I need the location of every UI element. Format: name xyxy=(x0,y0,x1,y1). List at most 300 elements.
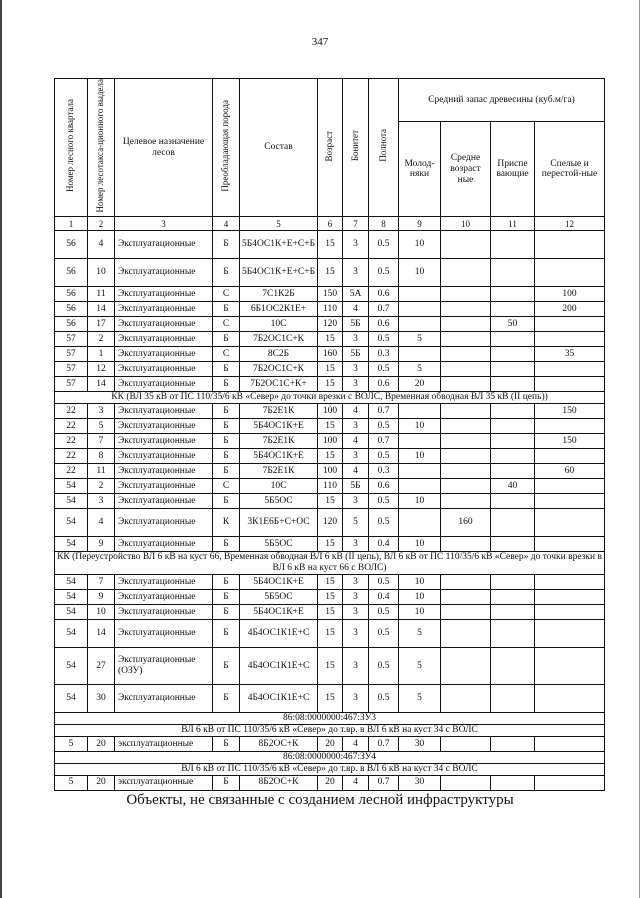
cell-allotment: 10 xyxy=(88,605,115,620)
cell-allotment: 20 xyxy=(88,737,115,752)
cell-young xyxy=(399,479,441,494)
cell-composition: 7Б2ОС1С+К xyxy=(240,332,318,347)
cell-quarter: 54 xyxy=(55,479,88,494)
cell-purpose: Эксплуатационные xyxy=(115,302,213,317)
cell-species: Б xyxy=(213,434,240,449)
cell-allotment: 5 xyxy=(88,419,115,434)
scan-edge-left xyxy=(0,0,2,898)
cell-species: Б xyxy=(213,464,240,479)
cell-purpose: Эксплуатационные xyxy=(115,575,213,590)
cell-maturing xyxy=(491,377,535,392)
cell-composition: 10С xyxy=(240,479,318,494)
cell-young: 10 xyxy=(399,259,441,287)
cell-middle xyxy=(441,259,491,287)
cell-allotment: 8 xyxy=(88,449,115,464)
cell-age: 120 xyxy=(318,317,343,332)
cell-young: 5 xyxy=(399,685,441,713)
cell-composition: 7Б2ОС1С+К+ xyxy=(240,377,318,392)
cell-composition: 5Б4ОС1К+Е+С+Б xyxy=(240,259,318,287)
cell-bonitet: 4 xyxy=(343,434,369,449)
cell-species: Б xyxy=(213,404,240,419)
cell-mature xyxy=(535,648,605,685)
cell-composition: 5Б5ОС xyxy=(240,494,318,509)
cell-age: 15 xyxy=(318,332,343,347)
header-density: Полнота xyxy=(369,79,399,217)
header-quarter-no: Номер лесного квартала xyxy=(55,79,88,217)
cell-density: 0.4 xyxy=(369,590,399,605)
cell-density: 0.5 xyxy=(369,259,399,287)
cell-quarter: 56 xyxy=(55,231,88,259)
cell-mature xyxy=(535,620,605,648)
section-title: Объекты, не связанные с созданием лесной инфраструктуры xyxy=(126,792,514,808)
cell-maturing xyxy=(491,347,535,362)
cell-composition: 7Б2Е1К xyxy=(240,434,318,449)
cell-middle xyxy=(441,434,491,449)
cell-middle xyxy=(441,231,491,259)
cell-species: С xyxy=(213,479,240,494)
cell-allotment: 11 xyxy=(88,464,115,479)
cell-mature xyxy=(535,575,605,590)
cell-purpose: Эксплуатационные xyxy=(115,620,213,648)
cell-purpose: Эксплуатационные xyxy=(115,404,213,419)
cell-quarter: 5 xyxy=(55,775,88,790)
cell-middle xyxy=(441,479,491,494)
cell-mature xyxy=(535,685,605,713)
cell-composition: 4Б4ОС1К1Е+С xyxy=(240,685,318,713)
cell-density: 0.5 xyxy=(369,685,399,713)
parcel-line-text: ВЛ 6 кВ от ПС 110/35/6 кВ «Север» до т.вр. в ВЛ 6 кВ на куст 34 с ВОЛС xyxy=(55,763,605,775)
cell-quarter: 56 xyxy=(55,302,88,317)
cell-age: 110 xyxy=(318,302,343,317)
cell-quarter: 56 xyxy=(55,287,88,302)
cell-quarter: 57 xyxy=(55,347,88,362)
cell-composition: 8Б2ОС+К xyxy=(240,775,318,790)
parcel-line-text: ВЛ 6 кВ от ПС 110/35/6 кВ «Север» до т.вр. в ВЛ 6 кВ на куст 34 с ВОЛС xyxy=(55,725,605,737)
cell-species: Б xyxy=(213,449,240,464)
table-row xyxy=(55,377,605,392)
cell-quarter: 54 xyxy=(55,575,88,590)
cell-density: 0.3 xyxy=(369,347,399,362)
cell-species: 4 xyxy=(213,217,240,231)
cell-purpose: Эксплуатационные xyxy=(115,434,213,449)
cell-species: Б xyxy=(213,648,240,685)
cell-density: 0.5 xyxy=(369,648,399,685)
column-number-row xyxy=(55,217,605,231)
cell-species: Б xyxy=(213,302,240,317)
cell-middle xyxy=(441,575,491,590)
cell-composition: 5Б4ОС1К+Е xyxy=(240,605,318,620)
cell-young xyxy=(399,434,441,449)
cell-age: 15 xyxy=(318,648,343,685)
cell-young: 10 xyxy=(399,537,441,552)
cell-species: Б xyxy=(213,377,240,392)
cell-maturing xyxy=(491,404,535,419)
cell-bonitet: 5 xyxy=(343,509,369,537)
table-row xyxy=(55,737,605,752)
cell-density: 0.7 xyxy=(369,737,399,752)
cell-maturing xyxy=(491,419,535,434)
cell-maturing xyxy=(491,362,535,377)
cell-maturing xyxy=(491,685,535,713)
parcel-id xyxy=(55,713,605,725)
cell-young: 10 xyxy=(399,449,441,464)
cell-age: 15 xyxy=(318,362,343,377)
cell-quarter: 54 xyxy=(55,537,88,552)
cell-allotment: 14 xyxy=(88,377,115,392)
cell-density: 0.3 xyxy=(369,464,399,479)
cell-quarter: 22 xyxy=(55,404,88,419)
cell-purpose: Эксплуатационные xyxy=(115,377,213,392)
cell-allotment: 14 xyxy=(88,302,115,317)
cell-composition: 8С2Б xyxy=(240,347,318,362)
cell-species: Б xyxy=(213,494,240,509)
cell-bonitet: 4 xyxy=(343,775,369,790)
cell-young: 30 xyxy=(399,775,441,790)
cell-mature xyxy=(535,605,605,620)
cell-young: 30 xyxy=(399,737,441,752)
cell-middle xyxy=(441,362,491,377)
cell-age: 15 xyxy=(318,419,343,434)
cell-middle xyxy=(441,685,491,713)
cell-age: 6 xyxy=(318,217,343,231)
cell-allotment: 10 xyxy=(88,259,115,287)
cell-composition: 3К1Е6Б+С+ОС xyxy=(240,509,318,537)
cell-quarter: 54 xyxy=(55,590,88,605)
cell-quarter: 54 xyxy=(55,620,88,648)
cell-allotment: 3 xyxy=(88,404,115,419)
cell-density: 0.7 xyxy=(369,302,399,317)
cell-young: 5 xyxy=(399,620,441,648)
cell-composition: 5 xyxy=(240,217,318,231)
cell-purpose: эксплуатационные xyxy=(115,775,213,790)
cell-quarter: 1 xyxy=(55,217,88,231)
table-row xyxy=(55,347,605,362)
cell-composition: 6Б1ОС2К1Е+ xyxy=(240,302,318,317)
forest-inventory-table xyxy=(54,78,605,791)
cell-maturing xyxy=(491,537,535,552)
cell-middle xyxy=(441,449,491,464)
cell-purpose: Эксплуатационные xyxy=(115,509,213,537)
cell-purpose: Эксплуатационные xyxy=(115,362,213,377)
parcel-id xyxy=(55,752,605,764)
cell-density: 0.5 xyxy=(369,605,399,620)
cell-bonitet: 3 xyxy=(343,449,369,464)
cell-middle: 10 xyxy=(441,217,491,231)
cell-composition: 5Б4ОС1К+Е+С+Б xyxy=(240,231,318,259)
parcel-line xyxy=(55,725,605,737)
cell-maturing: 40 xyxy=(491,479,535,494)
cell-quarter: 5 xyxy=(55,737,88,752)
cell-purpose: Эксплуатационные xyxy=(115,590,213,605)
cell-mature xyxy=(535,231,605,259)
table-row xyxy=(55,775,605,790)
cell-bonitet: 4 xyxy=(343,302,369,317)
table-row xyxy=(55,404,605,419)
cell-quarter: 22 xyxy=(55,434,88,449)
cell-middle xyxy=(441,737,491,752)
cell-allotment: 7 xyxy=(88,575,115,590)
cell-bonitet: 7 xyxy=(343,217,369,231)
cell-purpose: Эксплуатационные (ОЗУ) xyxy=(115,648,213,685)
cell-young: 9 xyxy=(399,217,441,231)
cell-density: 0.5 xyxy=(369,231,399,259)
cell-density: 0.6 xyxy=(369,317,399,332)
table-row xyxy=(55,362,605,377)
cell-species: С xyxy=(213,287,240,302)
cell-allotment: 4 xyxy=(88,231,115,259)
cell-young xyxy=(399,317,441,332)
cell-age: 15 xyxy=(318,537,343,552)
cell-middle xyxy=(441,377,491,392)
cell-bonitet: 5Б xyxy=(343,479,369,494)
cell-density: 8 xyxy=(369,217,399,231)
cell-density: 0.7 xyxy=(369,404,399,419)
cell-mature: 100 xyxy=(535,287,605,302)
cell-age: 20 xyxy=(318,737,343,752)
cell-species: Б xyxy=(213,259,240,287)
cell-young: 5 xyxy=(399,332,441,347)
cell-bonitet: 3 xyxy=(343,620,369,648)
cell-allotment: 17 xyxy=(88,317,115,332)
cell-composition: 4Б4ОС1К1Е+С xyxy=(240,620,318,648)
header-middle: Средне возраст ные xyxy=(441,122,491,217)
cell-composition: 8Б2ОС+К xyxy=(240,737,318,752)
cell-maturing xyxy=(491,434,535,449)
cell-middle xyxy=(441,620,491,648)
table-row xyxy=(55,302,605,317)
cell-middle xyxy=(441,347,491,362)
cell-middle xyxy=(441,317,491,332)
cell-bonitet: 4 xyxy=(343,737,369,752)
cell-species: Б xyxy=(213,231,240,259)
cell-age: 150 xyxy=(318,287,343,302)
cell-maturing xyxy=(491,575,535,590)
cell-species: Б xyxy=(213,620,240,648)
cell-species: Б xyxy=(213,775,240,790)
cell-quarter: 57 xyxy=(55,332,88,347)
cell-young xyxy=(399,404,441,419)
cell-middle xyxy=(441,537,491,552)
cell-bonitet: 3 xyxy=(343,494,369,509)
cell-density: 0.6 xyxy=(369,479,399,494)
cell-quarter: 54 xyxy=(55,509,88,537)
cell-allotment: 14 xyxy=(88,620,115,648)
header-allotment-no: Номер лесотакса-ционного выдела xyxy=(88,79,115,217)
table-row xyxy=(55,434,605,449)
table-row xyxy=(55,605,605,620)
cell-purpose: Эксплуатационные xyxy=(115,317,213,332)
cell-composition: 7С1К2Б xyxy=(240,287,318,302)
cell-age: 100 xyxy=(318,434,343,449)
cell-composition: 4Б4ОС1К1Е+С xyxy=(240,648,318,685)
cell-density: 0.6 xyxy=(369,287,399,302)
cell-maturing xyxy=(491,737,535,752)
cell-mature xyxy=(535,590,605,605)
cell-mature: 35 xyxy=(535,347,605,362)
cell-composition: 7Б2ОС1С+К xyxy=(240,362,318,377)
cell-purpose: 3 xyxy=(115,217,213,231)
cell-species: Б xyxy=(213,685,240,713)
cell-density: 0.5 xyxy=(369,332,399,347)
table-row xyxy=(55,449,605,464)
cell-allotment: 9 xyxy=(88,590,115,605)
header-avg-stock: Средний запас древесины (куб.м/га) xyxy=(399,79,605,122)
cell-allotment: 9 xyxy=(88,537,115,552)
cell-middle xyxy=(441,494,491,509)
cell-purpose: Эксплуатационные xyxy=(115,537,213,552)
cell-allotment: 7 xyxy=(88,434,115,449)
cell-species: Б xyxy=(213,575,240,590)
cell-mature xyxy=(535,509,605,537)
table-row xyxy=(55,590,605,605)
cell-density: 0.7 xyxy=(369,775,399,790)
cell-middle xyxy=(441,404,491,419)
header-young: Молод-няки xyxy=(399,122,441,217)
cell-species: Б xyxy=(213,737,240,752)
table-row xyxy=(55,575,605,590)
cell-mature xyxy=(535,259,605,287)
cell-quarter: 57 xyxy=(55,362,88,377)
cell-allotment: 3 xyxy=(88,494,115,509)
cell-mature xyxy=(535,737,605,752)
table-row xyxy=(55,231,605,259)
header-row-top xyxy=(55,79,605,122)
cell-species: К xyxy=(213,509,240,537)
table-row xyxy=(55,259,605,287)
cell-middle xyxy=(441,464,491,479)
table-row xyxy=(55,317,605,332)
header-species: Преобладающая порода xyxy=(213,79,240,217)
cell-allotment: 27 xyxy=(88,648,115,685)
cell-purpose: Эксплуатационные xyxy=(115,332,213,347)
cell-allotment: 2 xyxy=(88,217,115,231)
table-row xyxy=(55,287,605,302)
cell-age: 100 xyxy=(318,404,343,419)
cell-young: 20 xyxy=(399,377,441,392)
cell-age: 15 xyxy=(318,575,343,590)
cell-maturing xyxy=(491,605,535,620)
cell-quarter: 54 xyxy=(55,648,88,685)
cell-quarter: 22 xyxy=(55,449,88,464)
cell-density: 0.4 xyxy=(369,537,399,552)
cell-age: 15 xyxy=(318,377,343,392)
cell-maturing xyxy=(491,494,535,509)
cell-maturing xyxy=(491,332,535,347)
cell-young xyxy=(399,509,441,537)
cell-young: 5 xyxy=(399,362,441,377)
cell-bonitet: 3 xyxy=(343,590,369,605)
cell-allotment: 1 xyxy=(88,347,115,362)
cell-young: 10 xyxy=(399,419,441,434)
cell-density: 0.5 xyxy=(369,509,399,537)
cell-mature: 60 xyxy=(535,464,605,479)
header-purpose: Целевое назначение лесов xyxy=(115,79,213,217)
cell-maturing xyxy=(491,620,535,648)
cell-purpose: Эксплуатационные xyxy=(115,605,213,620)
cell-mature xyxy=(535,332,605,347)
cell-quarter: 56 xyxy=(55,259,88,287)
cell-mature: 200 xyxy=(535,302,605,317)
table-row xyxy=(55,685,605,713)
table-row xyxy=(55,419,605,434)
table-row xyxy=(55,648,605,685)
table-body xyxy=(55,217,605,790)
table-row xyxy=(55,494,605,509)
cell-age: 15 xyxy=(318,590,343,605)
cell-composition: 5Б4ОС1К+Е xyxy=(240,419,318,434)
cell-mature xyxy=(535,317,605,332)
cell-allotment: 2 xyxy=(88,479,115,494)
cell-bonitet: 3 xyxy=(343,362,369,377)
cell-species: Б xyxy=(213,419,240,434)
cell-bonitet: 3 xyxy=(343,605,369,620)
cell-species: С xyxy=(213,347,240,362)
cell-purpose: Эксплуатационные xyxy=(115,449,213,464)
cell-density: 0.5 xyxy=(369,575,399,590)
cell-maturing xyxy=(491,259,535,287)
cell-mature xyxy=(535,479,605,494)
cell-purpose: Эксплуатационные xyxy=(115,287,213,302)
page-number: 347 xyxy=(311,36,329,48)
cell-maturing xyxy=(491,775,535,790)
cell-young: 10 xyxy=(399,575,441,590)
cell-age: 110 xyxy=(318,479,343,494)
cell-middle xyxy=(441,302,491,317)
cell-young: 10 xyxy=(399,231,441,259)
cell-quarter: 22 xyxy=(55,464,88,479)
cell-allotment: 20 xyxy=(88,775,115,790)
cell-age: 160 xyxy=(318,347,343,362)
cell-maturing xyxy=(491,590,535,605)
cell-age: 15 xyxy=(318,449,343,464)
cell-middle xyxy=(441,287,491,302)
cell-bonitet: 4 xyxy=(343,404,369,419)
cell-maturing xyxy=(491,464,535,479)
cell-allotment: 4 xyxy=(88,509,115,537)
cell-middle xyxy=(441,605,491,620)
cell-bonitet: 3 xyxy=(343,332,369,347)
cell-young xyxy=(399,287,441,302)
cell-mature: 150 xyxy=(535,404,605,419)
cell-purpose: Эксплуатационные xyxy=(115,685,213,713)
cell-bonitet: 3 xyxy=(343,685,369,713)
cell-bonitet: 5Б xyxy=(343,317,369,332)
cell-species: Б xyxy=(213,332,240,347)
cell-bonitet: 3 xyxy=(343,537,369,552)
cell-mature xyxy=(535,362,605,377)
cell-age: 15 xyxy=(318,494,343,509)
cell-allotment: 30 xyxy=(88,685,115,713)
cell-mature xyxy=(535,775,605,790)
parcel-line xyxy=(55,763,605,775)
table-row xyxy=(55,332,605,347)
header-composition: Состав xyxy=(240,79,318,217)
cell-age: 15 xyxy=(318,231,343,259)
cell-mature: 150 xyxy=(535,434,605,449)
table-row xyxy=(55,620,605,648)
cell-composition: 5Б4ОС1К+Е xyxy=(240,449,318,464)
cell-age: 100 xyxy=(318,464,343,479)
cell-mature xyxy=(535,449,605,464)
cell-middle xyxy=(441,648,491,685)
cell-bonitet: 4 xyxy=(343,464,369,479)
header-bonitet: Бонитет xyxy=(343,79,369,217)
header-age: Возраст xyxy=(318,79,343,217)
cell-quarter: 54 xyxy=(55,605,88,620)
cell-young: 10 xyxy=(399,590,441,605)
cell-purpose: Эксплуатационные xyxy=(115,259,213,287)
cell-maturing xyxy=(491,302,535,317)
